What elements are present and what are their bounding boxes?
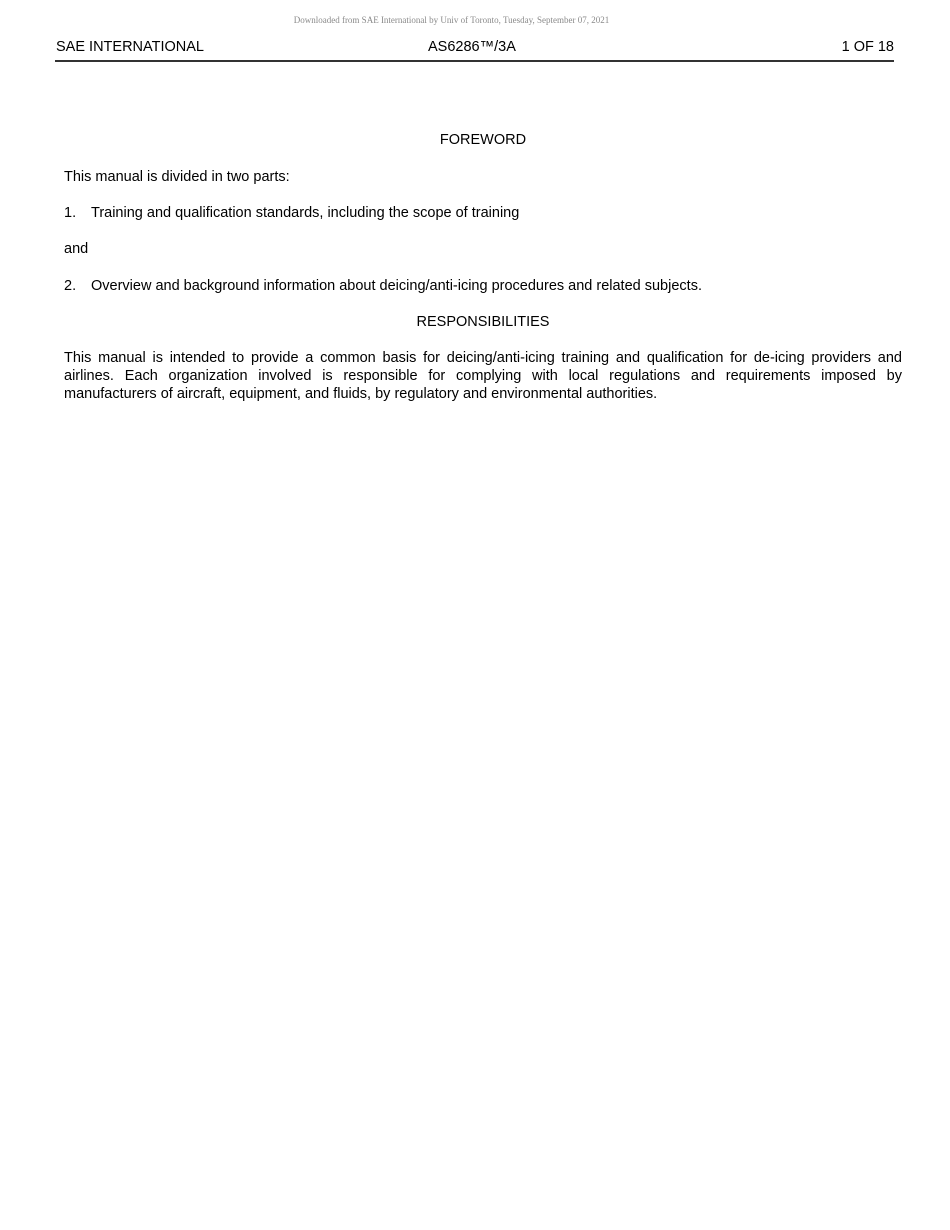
document-number: AS6286™/3A	[428, 39, 516, 55]
download-watermark: Downloaded from SAE International by Univ of Toronto, Tuesday, September 07, 2021	[293, 15, 610, 25]
foreword-heading: FOREWORD	[439, 132, 527, 148]
page-header	[55, 38, 894, 62]
responsibilities-body: This manual is intended to provide a common basis for deicing/anti-icing training and qualification for de-icing providers and airlines. Each organization involved is responsible for complying with local regulations and requirements imposed by manufacturers of aircraft, equipment, and fluids, by regulatory and environmental authorities.	[64, 350, 902, 402]
list-item	[64, 204, 902, 222]
page-number: 1 OF 18	[841, 39, 894, 55]
publisher-name: SAE INTERNATIONAL	[56, 39, 204, 55]
connector-text: and	[64, 241, 89, 257]
list-text: Overview and background information about deicing/anti-icing procedures and related subjects.	[91, 278, 702, 294]
foreword-intro: This manual is divided in two parts:	[64, 169, 290, 185]
list-item	[64, 277, 902, 295]
list-number: 1.	[64, 205, 77, 221]
list-number: 2.	[64, 278, 77, 294]
list-text: Training and qualification standards, including the scope of training	[91, 205, 520, 221]
responsibilities-heading: RESPONSIBILITIES	[416, 314, 550, 330]
